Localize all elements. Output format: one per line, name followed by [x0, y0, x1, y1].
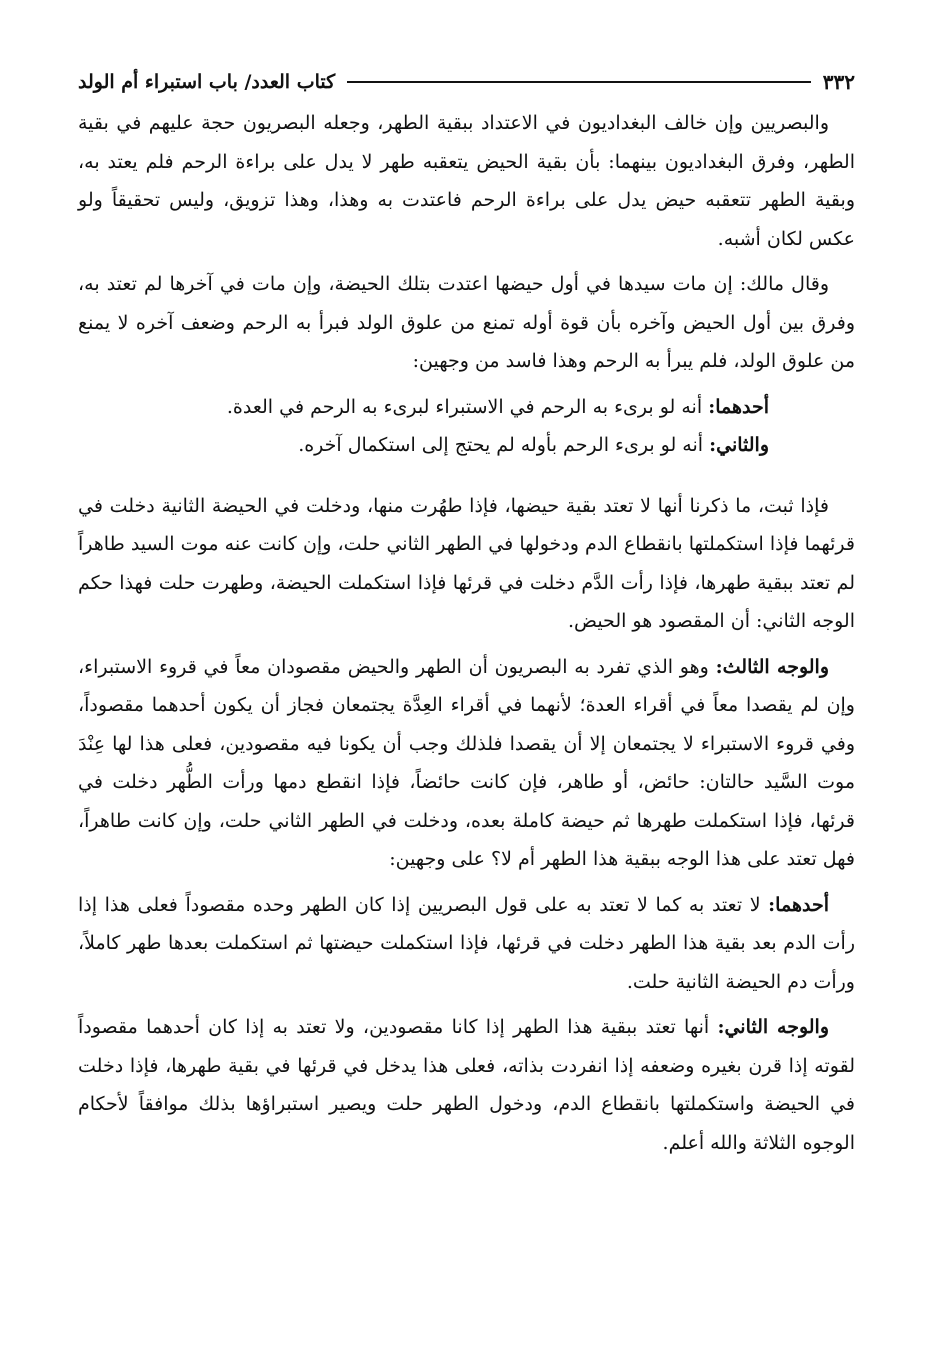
- paragraph: [78, 265, 855, 381]
- running-title: كتاب العدد/ باب استبراء أم الولد: [78, 71, 336, 93]
- paragraph: [78, 487, 855, 641]
- page-header: [78, 60, 855, 104]
- paragraph-text: لا تعتد به كما لا تعتد به على قول البصريين إذا كان الطهر وحده مقصوداً فعلى هذا إذا رأت الدم بعد بقية هذا الطهر دخلت في قرئها، فإذا استكملت حيضتها ثم استكملت بعدها طهر كاملاً، ورأت دم الحيضة الثانية حلت.: [78, 893, 855, 993]
- paragraph-text: فإذا ثبت، ما ذكرنا أنها لا تعتد بقية حيضها، فإذا طهُرت منها، ودخلت في الحيضة الثانية دخلت في قرئهما فإذا استكملتها بانقطاع الدم ودخولها في الطهر الثاني حلت، وإن كانت عنه موت السيد طاهراً لم تعتد ببقية طهرها، فإذا رأت الدَّم دخلت في قرئها فإذا استكملت الحيضة، وطهرت حلت فهذا حكم الوجه الثاني: أن المقصود هو الحيض.: [78, 494, 855, 632]
- paragraph: [78, 1008, 855, 1162]
- paragraph: [78, 886, 855, 1002]
- paragraph-second-aspect: [78, 426, 855, 465]
- paragraph-lead: والوجه الثاني:: [717, 1016, 829, 1038]
- paragraph-lead: والوجه الثالث:: [715, 655, 829, 678]
- header-rule: [347, 81, 811, 83]
- page-number: ٣٣٢: [822, 70, 855, 94]
- paragraph-text: والبصريين وإن خالف البغداديون في الاعتداد ببقية الطهر، وجعله البصريون حجة عليهم في بقية الطهر، وفرق البغداديون بينهما: بأن بقية الحيض يتعقبه طهر لا يدل على براءة الرحم فلم يعتد به، وبقية الطهر تتعقبه حيض يدل على براءة الرحم فاعتدت به وهذا، وهذا تزويق، وليس تحقيقاً ولو عكس لكان أشبه.: [78, 112, 855, 250]
- paragraph-first-aspect: [78, 388, 855, 427]
- paragraph-lead: أحدهما:: [708, 395, 769, 418]
- paragraph-text: وقال مالك: إن مات سيدها في أول حيضها اعتدت بتلك الحيضة، وإن مات في آخرها لم تعتد به، وفرق بين أول الحيض وآخره بأن قوة أوله تمنع من علوق الولد فبرأ به الرحم وضعف آخره لا يمنع من علوق الولد، فلم يبرأ به الرحم وهذا فاسد من وجهين:: [78, 273, 855, 372]
- paragraph-text: وهو الذي تفرد به البصريون أن الطهر والحيض مقصودان معاً في قروء الاستبراء، وإن لم يقصدا معاً في أقراء العدة؛ لأنهما في أقراء العِدَّة يجتمعان فجاز أن يكون أحدهما مقصوداً، وفي قروء الاستبراء لا يجتمعان إلا أن يقصدا فلذلك وجب أن يكونا فيه مقصودين، فعلى هذا لها عِنْدَ موت السَّيد حالتان: حائض، أو طاهر، فإن كانت حائضاً، فإذا انقطع دمها ورأت الطُّهر دخلت في قرئها، فإذا استكملت طهرها ثم حيضة كاملة بعده، ودخلت في الطهر الثاني حلت، وإن كانت طاهراً، فهل تعتد على هذا الوجه ببقية هذا الطهر أم لا؟ على وجهين:: [78, 655, 855, 870]
- paragraph-text: أنه لو برىء به الرحم في الاستبراء لبرىء به الرحم في العدة.: [226, 395, 703, 418]
- paragraph-third-aspect: [78, 648, 855, 879]
- paragraph: [78, 104, 855, 258]
- paragraph-lead: أحدهما:: [768, 893, 829, 916]
- paragraph-text: أنه لو برىء الرحم بأوله لم يحتج إلى استكمال آخره.: [298, 434, 704, 456]
- paragraph-lead: والثاني:: [709, 434, 769, 456]
- paragraph-text: أنها تعتد ببقية هذا الطهر إذا كانا مقصودين، ولا تعتد به إذا كان أحدهما مقصوداً لقوته إذا قرن بغيره وضعفه إذا انفردت بذاته، فعلى هذا يدخل في قرئها في بقية طهرها، فإذا دخلت في الحيضة واستكملتها بانقطاع الدم، ودخول الطهر حلت ويصير استبراؤها بذلك موافقاً لأحكام الوجوه الثلاثة والله أعلم.: [78, 1016, 855, 1154]
- body-text: [78, 104, 855, 1162]
